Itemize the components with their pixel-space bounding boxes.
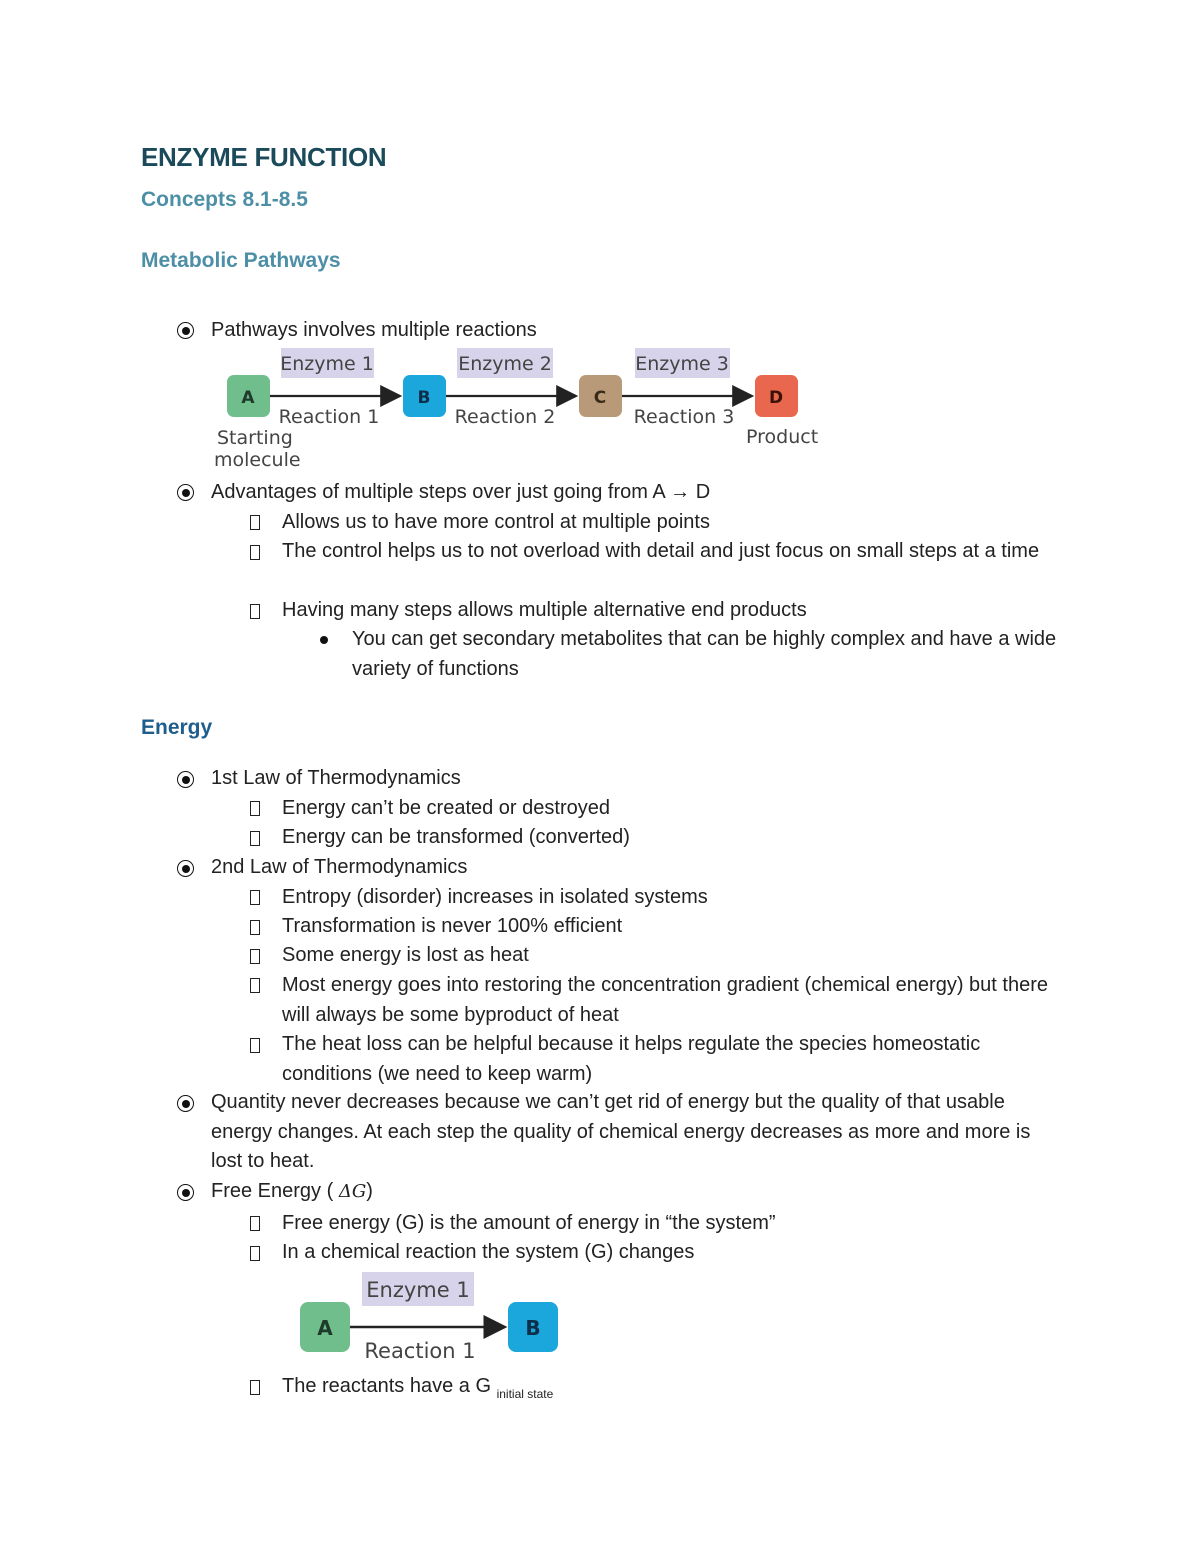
enzyme-label: Enzyme 1 — [366, 1278, 470, 1302]
square-bullet-icon — [250, 604, 260, 619]
square-bullet-icon — [250, 545, 260, 560]
bullet-pathways: Pathways involves multiple reactions — [211, 319, 537, 341]
node-b-label: B — [525, 1316, 541, 1340]
single-reaction-diagram — [295, 1270, 570, 1370]
sub-bullet-entropy: Entropy (disorder) increases in isolated systems — [282, 886, 708, 908]
sub-sub-bullet-metabolites: You can get secondary metabolites that can be highly complex and have a wide variety of functions — [352, 628, 1057, 680]
reaction-label: Reaction 1 — [364, 1339, 476, 1363]
initial-state-subscript: initial state — [496, 1387, 554, 1401]
square-bullet-icon — [250, 949, 260, 964]
start-label-2: molecule — [214, 449, 301, 471]
bullet-first-law: 1st Law of Thermodynamics — [211, 767, 461, 789]
sub-bullet-reactants — [282, 1372, 553, 1410]
reaction-label-2: Reaction 2 — [454, 406, 556, 428]
bullet-second-law: 2nd Law of Thermodynamics — [211, 856, 468, 878]
enzyme-label-1: Enzyme 1 — [280, 353, 374, 375]
reaction-label-1: Reaction 1 — [278, 406, 380, 428]
bullet-advantages: Advantages of multiple steps over just going from A → D — [211, 481, 711, 503]
square-bullet-icon — [250, 978, 260, 993]
sub-bullet-heat-loss-helpful: The heat loss can be helpful because it helps regulate the species homeostatic conditions (we need to keep warm) — [282, 1033, 981, 1085]
sub-bullet-gradient: Most energy goes into restoring the concentration gradient (chemical energy) but there will always be some byproduct of heat — [282, 974, 1048, 1026]
node-a-label: A — [317, 1316, 333, 1340]
sub-bullet-not-created: Energy can’t be created or destroyed — [282, 797, 610, 819]
square-bullet-icon — [250, 515, 260, 530]
sub-bullet-transformed: Energy can be transformed (converted) — [282, 826, 630, 848]
free-energy-label: Free Energy ( — [211, 1180, 339, 1202]
square-bullet-icon — [250, 801, 260, 816]
circle-bullet-icon — [176, 859, 196, 879]
sub-bullet-system-changes: In a chemical reaction the system (G) changes — [282, 1241, 695, 1263]
bullet-quantity: Quantity never decreases because we can’t get rid of energy but the quality of that usable energy changes. At each step the quality of chemical energy decreases as more and more is lost to heat. — [211, 1091, 1031, 1172]
square-bullet-icon — [250, 1246, 260, 1261]
free-energy-close: ) — [366, 1180, 373, 1202]
square-bullet-icon — [250, 920, 260, 935]
node-c-label: C — [593, 388, 607, 408]
section-heading-metabolic: Metabolic Pathways — [141, 249, 341, 272]
page-title: ENZYME FUNCTION — [141, 142, 387, 172]
circle-bullet-icon — [176, 1094, 196, 1114]
square-bullet-icon — [250, 831, 260, 846]
sub-bullet-end-products: Having many steps allows multiple alternative end products — [282, 599, 807, 621]
product-label: Product — [746, 426, 819, 448]
square-bullet-icon — [250, 1216, 260, 1231]
sub-bullet-heat-lost: Some energy is lost as heat — [282, 944, 529, 966]
circle-bullet-icon — [176, 483, 196, 503]
enzyme-label-2: Enzyme 2 — [458, 353, 552, 375]
node-d-label: D — [768, 388, 784, 408]
square-bullet-icon — [250, 1038, 260, 1053]
sub-bullet-overload: The control helps us to not overload with detail and just focus on small steps at a time — [282, 540, 1040, 562]
sub-bullet-free-energy-def: Free energy (G) is the amount of energy in “the system” — [282, 1212, 776, 1234]
delta-g-symbol: ΔG — [338, 1181, 367, 1202]
node-b-label: B — [417, 388, 431, 408]
square-bullet-icon — [250, 1380, 260, 1395]
dot-bullet-icon — [320, 636, 328, 644]
sub-bullet-control: Allows us to have more control at multiple points — [282, 511, 710, 533]
bullet-free-energy — [211, 1177, 373, 1207]
node-a-label: A — [241, 388, 255, 408]
start-label-1: Starting — [217, 427, 293, 449]
metabolic-pathway-diagram — [205, 345, 825, 475]
sub-bullet-efficiency: Transformation is never 100% efficient — [282, 915, 623, 937]
circle-bullet-icon — [176, 770, 196, 790]
enzyme-label-3: Enzyme 3 — [635, 353, 729, 375]
section-heading-energy: Energy — [141, 716, 213, 739]
square-bullet-icon — [250, 890, 260, 905]
page-subtitle: Concepts 8.1-8.5 — [141, 188, 308, 211]
circle-bullet-icon — [176, 1183, 196, 1203]
circle-bullet-icon — [176, 321, 196, 341]
reactants-text: The reactants have a G — [282, 1375, 497, 1397]
reaction-label-3: Reaction 3 — [633, 406, 735, 428]
